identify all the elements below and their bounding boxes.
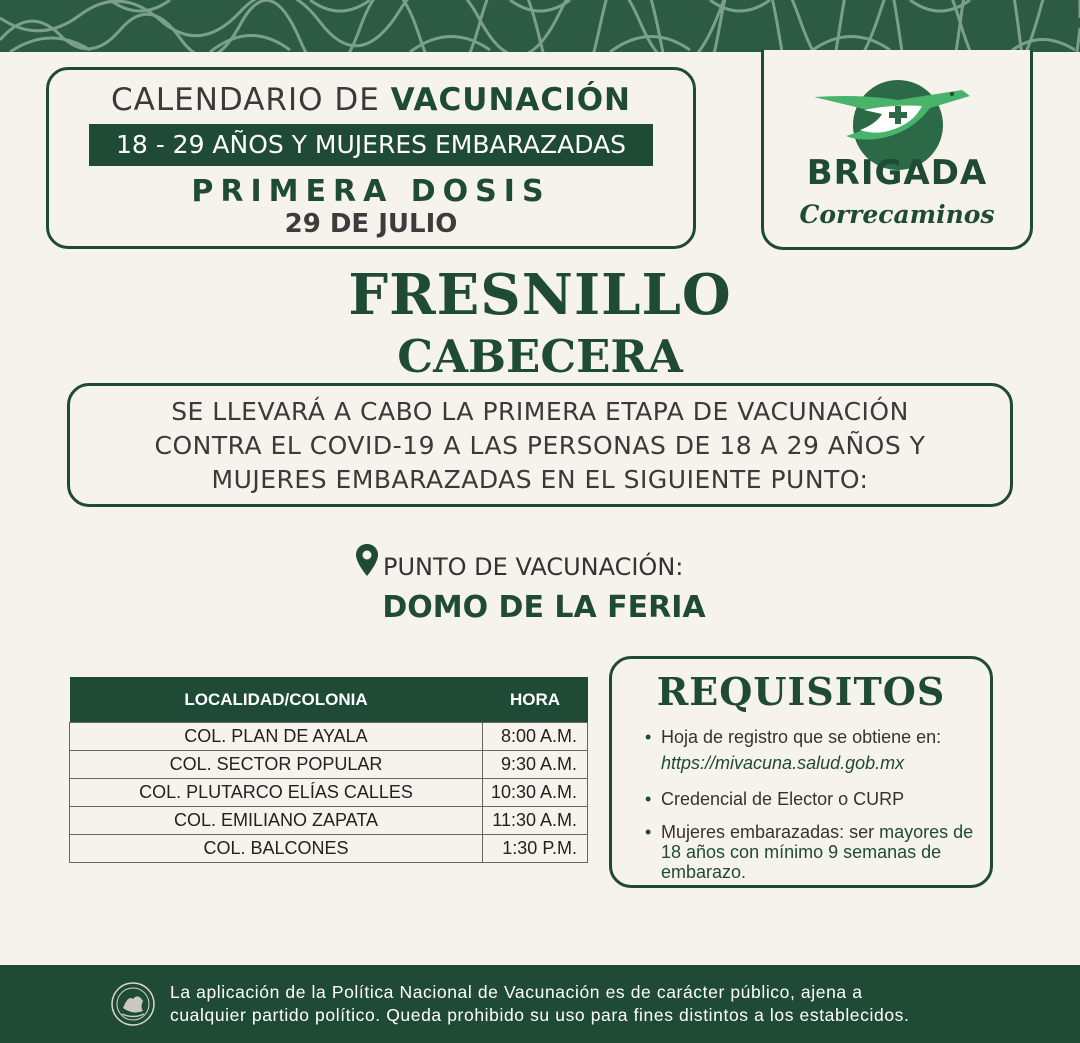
locality-cell: COL. EMILIANO ZAPATA	[70, 807, 483, 835]
time-cell: 10:30 A.M.	[483, 779, 588, 807]
calendar-title: CALENDARIO DE VACUNACIÓN	[110, 82, 631, 118]
table-row	[70, 807, 588, 835]
decorative-pattern-band	[0, 0, 1080, 52]
list-item: • Mujeres embarazadas: ser mayores de 18 años con mínimo 9 semanas de embarazo.	[645, 822, 990, 882]
requirements-title: REQUISITOS	[656, 669, 946, 714]
brigade-subtitle: Correcaminos	[799, 200, 995, 229]
locality-cell: COL. PLUTARCO ELÍAS CALLES	[70, 779, 483, 807]
time-cell: 1:30 P.M.	[483, 835, 588, 863]
time-cell: 8:00 A.M.	[483, 723, 588, 751]
vaccination-point-name: DOMO DE LA FERIA	[382, 590, 706, 625]
disclaimer-text: La aplicación de la Política Nacional de Vacunación es de carácter público, ajena a cualquier partido político. Queda prohibido su uso para fines distintos a los establecidos.	[170, 982, 910, 1025]
column-header-locality: LOCALIDAD/COLONIA	[70, 677, 483, 723]
table-row	[70, 751, 588, 779]
list-item: • Credencial de Elector o CURP	[645, 786, 990, 812]
announcement-box	[67, 383, 1013, 507]
vaccination-point-label: PUNTO DE VACUNACIÓN:	[355, 543, 683, 581]
city-title: FRESNILLO	[348, 262, 732, 328]
locality-cell: COL. SECTOR POPULAR	[70, 751, 483, 779]
calendar-card	[46, 67, 696, 249]
requirements-card	[609, 656, 993, 888]
area-title: CABECERA	[397, 330, 683, 383]
registration-link[interactable]: https://mivacuna.salud.gob.mx	[661, 753, 905, 773]
map-pin-icon	[355, 543, 379, 577]
dose-label: PRIMERA DOSIS	[191, 174, 551, 209]
national-seal-icon	[110, 981, 156, 1027]
vaccination-date: 29 DE JULIO	[284, 209, 458, 239]
brigade-card	[761, 50, 1033, 250]
table-row	[70, 779, 588, 807]
locality-cell: COL. PLAN DE AYALA	[70, 723, 483, 751]
schedule-table	[69, 677, 588, 863]
column-header-time: HORA	[483, 677, 588, 723]
announcement-line: MUJERES EMBARAZADAS EN EL SIGUIENTE PUNTO:	[211, 465, 869, 494]
brigade-name: BRIGADA	[806, 153, 988, 193]
list-item: • Hoja de registro que se obtiene en: https://mivacuna.salud.gob.mx	[645, 724, 990, 776]
time-cell: 11:30 A.M.	[483, 807, 588, 835]
announcement-line: SE LLEVARÁ A CABO LA PRIMERA ETAPA DE VACUNACIÓN	[171, 397, 909, 426]
age-group-band: 18 - 29 AÑOS Y MUJERES EMBARAZADAS	[89, 124, 653, 166]
announcement-line: CONTRA EL COVID-19 A LAS PERSONAS DE 18 A 29 AÑOS Y	[154, 431, 926, 460]
time-cell: 9:30 A.M.	[483, 751, 588, 779]
table-row	[70, 723, 588, 751]
requirements-list	[645, 724, 990, 892]
locality-cell: COL. BALCONES	[70, 835, 483, 863]
footer-disclaimer	[0, 965, 1080, 1043]
table-row	[70, 835, 588, 863]
